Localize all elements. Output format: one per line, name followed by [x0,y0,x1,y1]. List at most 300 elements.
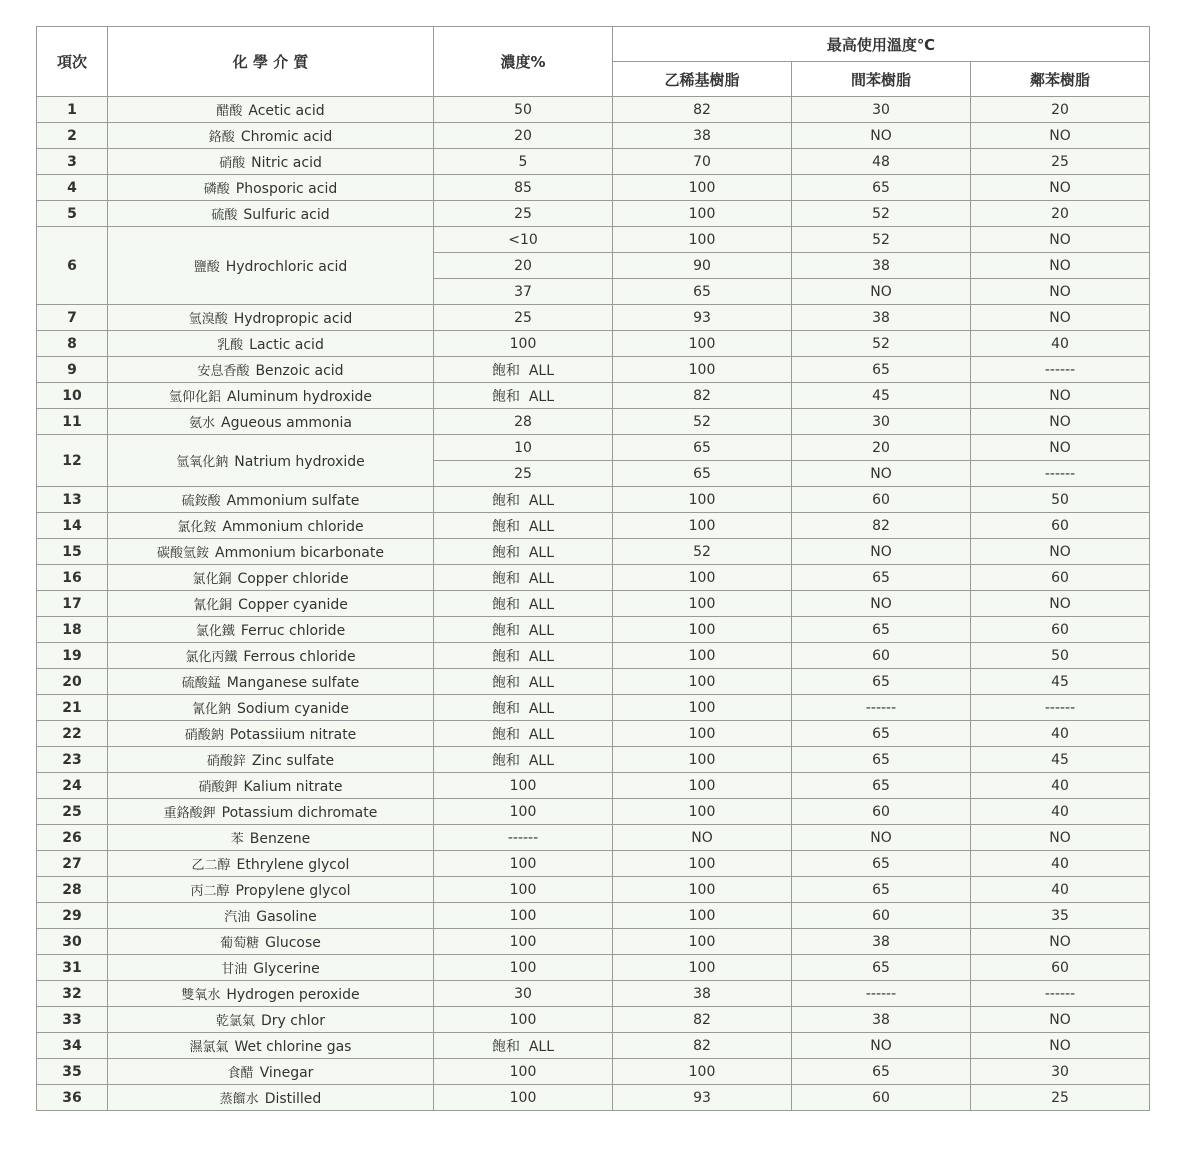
table-row [37,409,1150,435]
vinyl-ester-temp-cell: 100 [613,955,792,981]
chemical-name-en: Potassiium nitrate [229,727,357,743]
concentration-cell: 20 [434,253,613,279]
orthophthalic-temp-cell: ------ [971,981,1150,1007]
table-row [37,1085,1150,1111]
concentration-cell: ------ [434,825,613,851]
chemical-name-cell [108,1033,434,1059]
isophthalic-temp-cell: ------ [792,981,971,1007]
concentration-cell: 100 [434,877,613,903]
concentration-cell: 飽和 ALL [434,617,613,643]
table-row [37,591,1150,617]
table-row [37,669,1150,695]
table-row [37,97,1150,123]
table-row [37,903,1150,929]
vinyl-ester-temp-cell: 65 [613,279,792,305]
chemical-name-cell [108,201,434,227]
orthophthalic-temp-cell: NO [971,539,1150,565]
chemical-name-zh: 葡萄糖 [220,936,260,951]
vinyl-ester-temp-cell: 100 [613,175,792,201]
chemical-name-zh: 硝酸鋅 [206,754,246,769]
chemical-name-en: Hydrogen peroxide [226,987,360,1003]
item-number-cell: 14 [37,513,108,539]
isophthalic-temp-cell: NO [792,539,971,565]
table-row [37,981,1150,1007]
chemical-name-en: Acetic acid [248,103,325,119]
concentration-cell: <10 [434,227,613,253]
isophthalic-temp-cell: 52 [792,227,971,253]
vinyl-ester-temp-cell: 100 [613,695,792,721]
chemical-name-cell [108,851,434,877]
concentration-cell: 30 [434,981,613,1007]
vinyl-ester-temp-cell: 100 [613,487,792,513]
header-concentration: 濃度% [434,27,613,97]
concentration-cell: 100 [434,955,613,981]
vinyl-ester-temp-cell: 70 [613,149,792,175]
chemical-name-cell [108,357,434,383]
vinyl-ester-temp-cell: 100 [613,227,792,253]
item-number-cell: 32 [37,981,108,1007]
concentration-cell: 100 [434,1007,613,1033]
chemical-name-cell [108,97,434,123]
concentration-cell: 飽和 ALL [434,643,613,669]
orthophthalic-temp-cell: NO [971,929,1150,955]
header-chemical-medium: 化 學 介 質 [108,27,434,97]
isophthalic-temp-cell: 38 [792,253,971,279]
isophthalic-temp-cell: 60 [792,799,971,825]
chemical-name-cell [108,877,434,903]
isophthalic-temp-cell: 60 [792,643,971,669]
chemical-name-zh: 硫酸 [211,208,238,223]
chemical-name-cell [108,981,434,1007]
vinyl-ester-temp-cell: 100 [613,591,792,617]
chemical-name-cell [108,721,434,747]
chemical-name-en: Chromic acid [240,129,333,145]
table-row [37,383,1150,409]
isophthalic-temp-cell: NO [792,591,971,617]
table-row [37,1033,1150,1059]
table-row [37,643,1150,669]
header-isophthalic-resin: 間苯樹脂 [792,62,971,97]
chemical-name-en: Sodium cyanide [237,701,350,717]
chemical-name-en: Aluminum hydroxide [227,389,373,405]
orthophthalic-temp-cell: 40 [971,799,1150,825]
orthophthalic-temp-cell: 40 [971,331,1150,357]
item-number-cell: 8 [37,331,108,357]
chemical-name-zh: 氯化銨 [177,520,217,535]
chemical-name-en: Hydrochloric acid [225,259,348,275]
vinyl-ester-temp-cell: 93 [613,305,792,331]
chemical-name-zh: 醋酸 [216,104,243,119]
vinyl-ester-temp-cell: 82 [613,1007,792,1033]
concentration-cell: 100 [434,851,613,877]
table-row [37,123,1150,149]
vinyl-ester-temp-cell: 82 [613,383,792,409]
vinyl-ester-temp-cell: 100 [613,1059,792,1085]
isophthalic-temp-cell: 38 [792,305,971,331]
vinyl-ester-temp-cell: NO [613,825,792,851]
vinyl-ester-temp-cell: 100 [613,721,792,747]
chemical-name-en: Agueous ammonia [221,415,352,431]
orthophthalic-temp-cell: 30 [971,1059,1150,1085]
item-number-cell: 33 [37,1007,108,1033]
item-number-cell: 11 [37,409,108,435]
item-number-cell: 2 [37,123,108,149]
table-row [37,955,1150,981]
table-row [37,825,1150,851]
chemical-name-zh: 氫氧化鈉 [176,455,229,470]
chemical-name-cell [108,591,434,617]
orthophthalic-temp-cell: NO [971,591,1150,617]
isophthalic-temp-cell: 45 [792,383,971,409]
chemical-name-cell [108,149,434,175]
orthophthalic-temp-cell: 60 [971,513,1150,539]
isophthalic-temp-cell: 65 [792,1059,971,1085]
vinyl-ester-temp-cell: 100 [613,565,792,591]
orthophthalic-temp-cell: 60 [971,617,1150,643]
isophthalic-temp-cell: 52 [792,331,971,357]
chemical-name-cell [108,1007,434,1033]
item-number-cell: 20 [37,669,108,695]
chemical-name-cell [108,227,434,305]
isophthalic-temp-cell: 65 [792,669,971,695]
orthophthalic-temp-cell: 25 [971,1085,1150,1111]
chemical-name-en: Ferruc chloride [240,623,346,639]
isophthalic-temp-cell: 48 [792,149,971,175]
chemical-name-en: Dry chlor [260,1013,326,1029]
concentration-cell: 飽和 ALL [434,565,613,591]
orthophthalic-temp-cell: 40 [971,773,1150,799]
chemical-name-cell [108,513,434,539]
concentration-cell: 50 [434,97,613,123]
chemical-name-cell [108,1059,434,1085]
table-row [37,435,1150,461]
isophthalic-temp-cell: 82 [792,513,971,539]
item-number-cell: 19 [37,643,108,669]
concentration-cell: 100 [434,1085,613,1111]
isophthalic-temp-cell: 65 [792,877,971,903]
table-row [37,175,1150,201]
vinyl-ester-temp-cell: 100 [613,357,792,383]
table-row [37,747,1150,773]
vinyl-ester-temp-cell: 52 [613,539,792,565]
chemical-name-zh: 氫仰化鋁 [168,390,221,405]
vinyl-ester-temp-cell: 100 [613,773,792,799]
vinyl-ester-temp-cell: 100 [613,903,792,929]
isophthalic-temp-cell: NO [792,279,971,305]
chemical-name-cell [108,825,434,851]
vinyl-ester-temp-cell: 100 [613,331,792,357]
vinyl-ester-temp-cell: 100 [613,799,792,825]
concentration-cell: 飽和 ALL [434,747,613,773]
chemical-name-zh: 濕氯氣 [189,1040,229,1055]
concentration-cell: 100 [434,331,613,357]
isophthalic-temp-cell: 65 [792,773,971,799]
isophthalic-temp-cell: 65 [792,747,971,773]
table-row [37,877,1150,903]
concentration-cell: 飽和 ALL [434,357,613,383]
chemical-name-cell [108,383,434,409]
concentration-cell: 5 [434,149,613,175]
item-number-cell: 26 [37,825,108,851]
table-body [37,97,1150,1111]
vinyl-ester-temp-cell: 38 [613,123,792,149]
chemical-name-zh: 氯化丙鐵 [185,650,238,665]
chemical-name-en: Hydropropic acid [233,311,353,327]
chemical-name-en: Phosporic acid [235,181,338,197]
item-number-cell: 35 [37,1059,108,1085]
chemical-name-en: Sulfuric acid [243,207,330,223]
vinyl-ester-temp-cell: 100 [613,669,792,695]
chemical-name-zh: 乾氯氣 [215,1014,255,1029]
chemical-name-en: Benzene [249,831,311,847]
item-number-cell: 22 [37,721,108,747]
chemical-name-cell [108,773,434,799]
table-header [37,27,1150,97]
vinyl-ester-temp-cell: 100 [613,513,792,539]
chemical-name-cell [108,903,434,929]
orthophthalic-temp-cell: 45 [971,669,1150,695]
table-row [37,929,1150,955]
table-row [37,773,1150,799]
chemical-name-cell [108,643,434,669]
concentration-cell: 85 [434,175,613,201]
chemical-name-zh: 安息香酸 [197,364,250,379]
orthophthalic-temp-cell: 45 [971,747,1150,773]
concentration-cell: 100 [434,903,613,929]
orthophthalic-temp-cell: NO [971,123,1150,149]
chemical-name-cell [108,539,434,565]
chemical-name-en: Vinegar [259,1065,314,1081]
vinyl-ester-temp-cell: 100 [613,747,792,773]
chemical-name-zh: 氯化鐵 [195,624,235,639]
chemical-name-en: Ethrylene glycol [236,857,350,873]
concentration-cell: 飽和 ALL [434,487,613,513]
table-row [37,799,1150,825]
isophthalic-temp-cell: 65 [792,175,971,201]
orthophthalic-temp-cell: 25 [971,149,1150,175]
chemical-name-zh: 氰化銅 [193,598,233,613]
vinyl-ester-temp-cell: 65 [613,435,792,461]
chemical-name-cell [108,175,434,201]
vinyl-ester-temp-cell: 100 [613,643,792,669]
isophthalic-temp-cell: 30 [792,97,971,123]
chemical-name-en: Copper cyanide [238,597,348,613]
orthophthalic-temp-cell: NO [971,825,1150,851]
chemical-name-cell [108,565,434,591]
table-row [37,305,1150,331]
item-number-cell: 5 [37,201,108,227]
item-number-cell: 29 [37,903,108,929]
table-row [37,851,1150,877]
table-row [37,513,1150,539]
isophthalic-temp-cell: 65 [792,357,971,383]
concentration-cell: 37 [434,279,613,305]
chemical-name-en: Natrium hydroxide [234,454,365,470]
concentration-cell: 飽和 ALL [434,383,613,409]
chemical-name-en: Glycerine [253,961,320,977]
vinyl-ester-temp-cell: 52 [613,409,792,435]
chemical-name-en: Ammonium bicarbonate [215,545,384,561]
isophthalic-temp-cell: 20 [792,435,971,461]
orthophthalic-temp-cell: 40 [971,851,1150,877]
item-number-cell: 23 [37,747,108,773]
item-number-cell: 15 [37,539,108,565]
vinyl-ester-temp-cell: 100 [613,617,792,643]
item-number-cell: 4 [37,175,108,201]
item-number-cell: 17 [37,591,108,617]
item-number-cell: 18 [37,617,108,643]
isophthalic-temp-cell: NO [792,825,971,851]
item-number-cell: 12 [37,435,108,487]
chemical-name-cell [108,409,434,435]
isophthalic-temp-cell: 38 [792,1007,971,1033]
item-number-cell: 27 [37,851,108,877]
chemical-name-en: Propylene glycol [235,883,351,899]
chemical-name-zh: 氨水 [189,416,216,431]
chemical-name-cell [108,955,434,981]
item-number-cell: 31 [37,955,108,981]
chemical-name-cell [108,799,434,825]
chemical-name-zh: 硫酸錳 [181,676,221,691]
chemical-name-en: Nitric acid [251,155,322,171]
concentration-cell: 飽和 ALL [434,513,613,539]
isophthalic-temp-cell: 65 [792,955,971,981]
isophthalic-temp-cell: 65 [792,721,971,747]
chemical-name-zh: 氫溴酸 [188,312,228,327]
chemical-name-en: Ammonium sulfate [226,493,360,509]
chemical-name-zh: 汽油 [224,910,251,925]
orthophthalic-temp-cell: NO [971,227,1150,253]
header-item-no: 項次 [37,27,108,97]
isophthalic-temp-cell: 30 [792,409,971,435]
chemical-name-cell [108,305,434,331]
chemical-name-cell [108,435,434,487]
chemical-name-en: Copper chloride [237,571,349,587]
orthophthalic-temp-cell: 40 [971,721,1150,747]
isophthalic-temp-cell: 65 [792,617,971,643]
item-number-cell: 24 [37,773,108,799]
concentration-cell: 飽和 ALL [434,669,613,695]
item-number-cell: 21 [37,695,108,721]
isophthalic-temp-cell: NO [792,123,971,149]
vinyl-ester-temp-cell: 38 [613,981,792,1007]
orthophthalic-temp-cell: 20 [971,201,1150,227]
chemical-name-zh: 硫銨酸 [181,494,221,509]
concentration-cell: 100 [434,799,613,825]
table-row [37,227,1150,253]
table-row [37,695,1150,721]
chemical-name-zh: 甘油 [221,962,248,977]
chemical-name-cell [108,487,434,513]
chemical-name-en: Manganese sulfate [226,675,360,691]
header-vinyl-ester-resin: 乙稀基樹脂 [613,62,792,97]
chemical-name-zh: 蒸餾水 [219,1092,259,1107]
item-number-cell: 36 [37,1085,108,1111]
orthophthalic-temp-cell: NO [971,409,1150,435]
item-number-cell: 30 [37,929,108,955]
orthophthalic-temp-cell: 20 [971,97,1150,123]
chemical-name-cell [108,929,434,955]
vinyl-ester-temp-cell: 93 [613,1085,792,1111]
item-number-cell: 28 [37,877,108,903]
table-row [37,357,1150,383]
concentration-cell: 飽和 ALL [434,1033,613,1059]
chemical-name-zh: 鹽酸 [193,260,220,275]
orthophthalic-temp-cell: NO [971,279,1150,305]
concentration-cell: 飽和 ALL [434,721,613,747]
isophthalic-temp-cell: 60 [792,903,971,929]
chemical-resistance-sheet [36,26,1150,1111]
orthophthalic-temp-cell: ------ [971,695,1150,721]
table-row [37,331,1150,357]
chemical-name-cell [108,331,434,357]
vinyl-ester-temp-cell: 90 [613,253,792,279]
chemical-resistance-table [36,26,1150,1111]
chemical-name-cell [108,669,434,695]
chemical-name-en: Wet chlorine gas [234,1039,352,1055]
item-number-cell: 10 [37,383,108,409]
chemical-name-zh: 氰化鈉 [191,702,231,717]
chemical-name-cell [108,123,434,149]
table-row [37,1007,1150,1033]
item-number-cell: 3 [37,149,108,175]
orthophthalic-temp-cell: NO [971,435,1150,461]
table-row [37,721,1150,747]
chemical-name-zh: 乳酸 [217,338,244,353]
chemical-name-zh: 食醋 [227,1066,254,1081]
table-row [37,149,1150,175]
isophthalic-temp-cell: ------ [792,695,971,721]
isophthalic-temp-cell: 52 [792,201,971,227]
chemical-name-en: Ferrous chloride [243,649,356,665]
chemical-name-zh: 乙二醇 [191,858,231,873]
concentration-cell: 28 [434,409,613,435]
concentration-cell: 25 [434,461,613,487]
orthophthalic-temp-cell: 35 [971,903,1150,929]
orthophthalic-temp-cell: 40 [971,877,1150,903]
orthophthalic-temp-cell: NO [971,1033,1150,1059]
vinyl-ester-temp-cell: 100 [613,201,792,227]
concentration-cell: 100 [434,1059,613,1085]
isophthalic-temp-cell: 60 [792,487,971,513]
isophthalic-temp-cell: 65 [792,565,971,591]
concentration-cell: 25 [434,305,613,331]
concentration-cell: 飽和 ALL [434,695,613,721]
vinyl-ester-temp-cell: 100 [613,851,792,877]
isophthalic-temp-cell: 38 [792,929,971,955]
chemical-name-en: Potassium dichromate [221,805,378,821]
chemical-name-zh: 硝酸 [219,156,246,171]
chemical-name-zh: 磷酸 [203,182,230,197]
table-row [37,617,1150,643]
vinyl-ester-temp-cell: 100 [613,877,792,903]
chemical-name-en: Zinc sulfate [251,753,335,769]
orthophthalic-temp-cell: NO [971,1007,1150,1033]
concentration-cell: 100 [434,929,613,955]
chemical-name-en: Gasoline [256,909,317,925]
chemical-name-en: Distilled [264,1091,322,1107]
chemical-name-cell [108,695,434,721]
chemical-name-zh: 丙二醇 [190,884,230,899]
vinyl-ester-temp-cell: 82 [613,97,792,123]
item-number-cell: 9 [37,357,108,383]
isophthalic-temp-cell: 60 [792,1085,971,1111]
concentration-cell: 25 [434,201,613,227]
chemical-name-zh: 苯 [230,832,244,847]
concentration-cell: 20 [434,123,613,149]
concentration-cell: 飽和 ALL [434,539,613,565]
orthophthalic-temp-cell: ------ [971,357,1150,383]
